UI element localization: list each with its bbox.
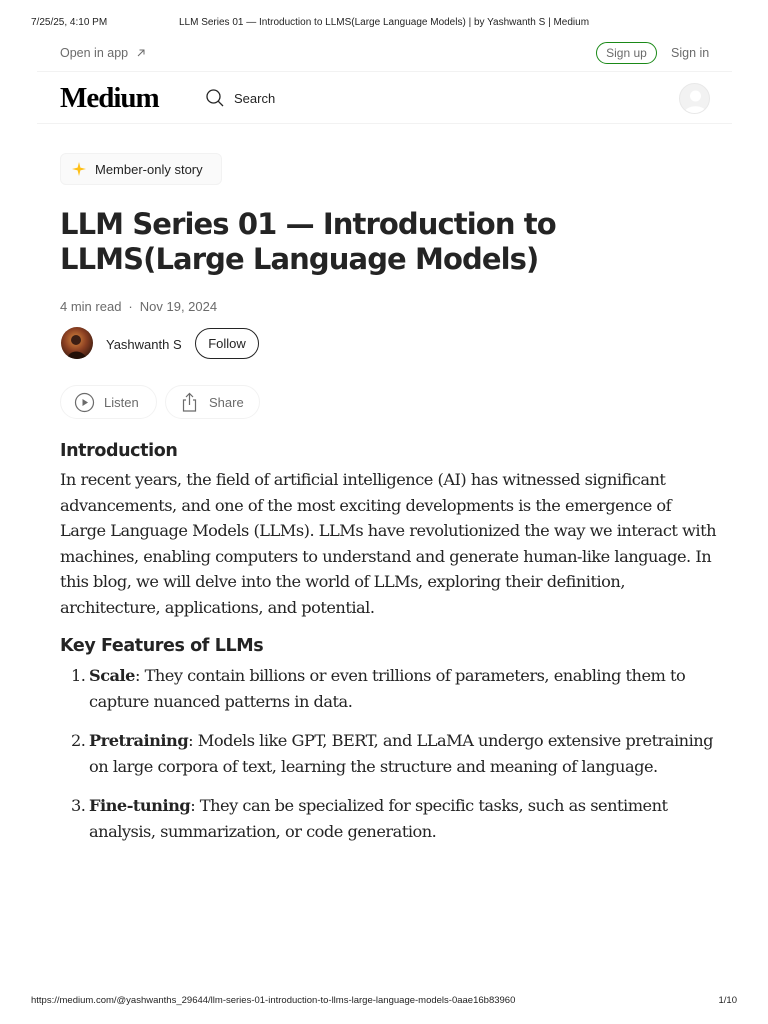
print-header (31, 17, 737, 29)
arrow-up-right-icon (136, 48, 146, 58)
search-icon[interactable] (205, 88, 225, 108)
list-item-text: : They can be specialized for specific tasks, such as sentiment analysis, summarization, or code generation. (89, 796, 668, 841)
key-features-list (60, 663, 720, 858)
list-item-term: Scale (89, 666, 135, 685)
listen-label: Listen (104, 394, 139, 410)
list-item-text: : Models like GPT, BERT, and LLaMA undergo extensive pretraining on large corpora of text, learning the structure and meaning of language. (89, 731, 714, 776)
introduction-paragraph: In recent years, the field of artificial intelligence (AI) has witnessed significant advancements, and one of the most exciting developments is the emergence of Large Language Models (LLMs). LLMs have revolutionized the way we interact with machines, enabling computers to understand and generate human-like language. In this blog, we will delve into the world of LLMs, exploring their definition, architecture, applications, and potential. (60, 470, 716, 617)
list-item (60, 663, 720, 714)
author-name[interactable]: Yashwanth S (106, 337, 182, 352)
share-icon (179, 392, 200, 413)
member-star-icon (72, 162, 86, 176)
publish-date: Nov 19, 2024 (139, 299, 218, 314)
member-only-badge (60, 153, 222, 185)
print-page-number: 1/10 (718, 995, 737, 1006)
share-label: Share (209, 394, 244, 410)
play-icon (74, 392, 95, 413)
member-badge-label: Member-only story (95, 161, 203, 177)
article-title: LLM Series 01 — Introduction to LLMS(Large Language Models) (60, 207, 556, 276)
follow-button[interactable]: Follow (195, 328, 259, 359)
print-footer (31, 995, 737, 1007)
sign-up-label: Sign up (606, 46, 647, 60)
user-avatar-icon[interactable] (679, 83, 710, 114)
list-item-number: 1. (71, 666, 86, 685)
list-item (60, 793, 720, 844)
read-time: 4 min read (60, 299, 122, 314)
sign-in-link[interactable]: Sign in (671, 46, 710, 60)
print-doc-title: LLM Series 01 — Introduction to LLMS(Large Language Models) | by Yashwanth S | Medium (178, 17, 590, 28)
list-item-text: : They contain billions or even trillions of parameters, enabling them to capture nuanced patterns in data. (89, 666, 686, 711)
article-meta (60, 299, 217, 314)
main-nav (37, 72, 732, 124)
list-item-term: Fine-tuning (89, 796, 191, 815)
share-button[interactable] (165, 385, 260, 419)
open-in-app-link[interactable] (60, 46, 146, 60)
app-bar (37, 40, 732, 72)
print-url: https://medium.com/@yashwanths_29644/llm-series-01-introduction-to-llms-large-language-models-0aae16b83960 (31, 995, 516, 1006)
sign-up-button[interactable] (596, 42, 657, 64)
medium-logo[interactable]: Medium (60, 82, 159, 114)
open-in-app-label: Open in app (60, 46, 129, 60)
list-item (60, 728, 720, 779)
list-item-term: Pretraining (89, 731, 189, 750)
author-avatar[interactable] (61, 327, 93, 359)
list-item-number: 3. (71, 796, 86, 815)
list-item-number: 2. (71, 731, 86, 750)
search-input[interactable] (234, 87, 434, 109)
listen-button[interactable] (60, 385, 157, 419)
key-features-heading: Key Features of LLMs (60, 636, 264, 656)
meta-separator: · (128, 299, 133, 314)
introduction-heading: Introduction (60, 441, 178, 461)
print-datetime: 7/25/25, 4:10 PM (31, 17, 108, 28)
